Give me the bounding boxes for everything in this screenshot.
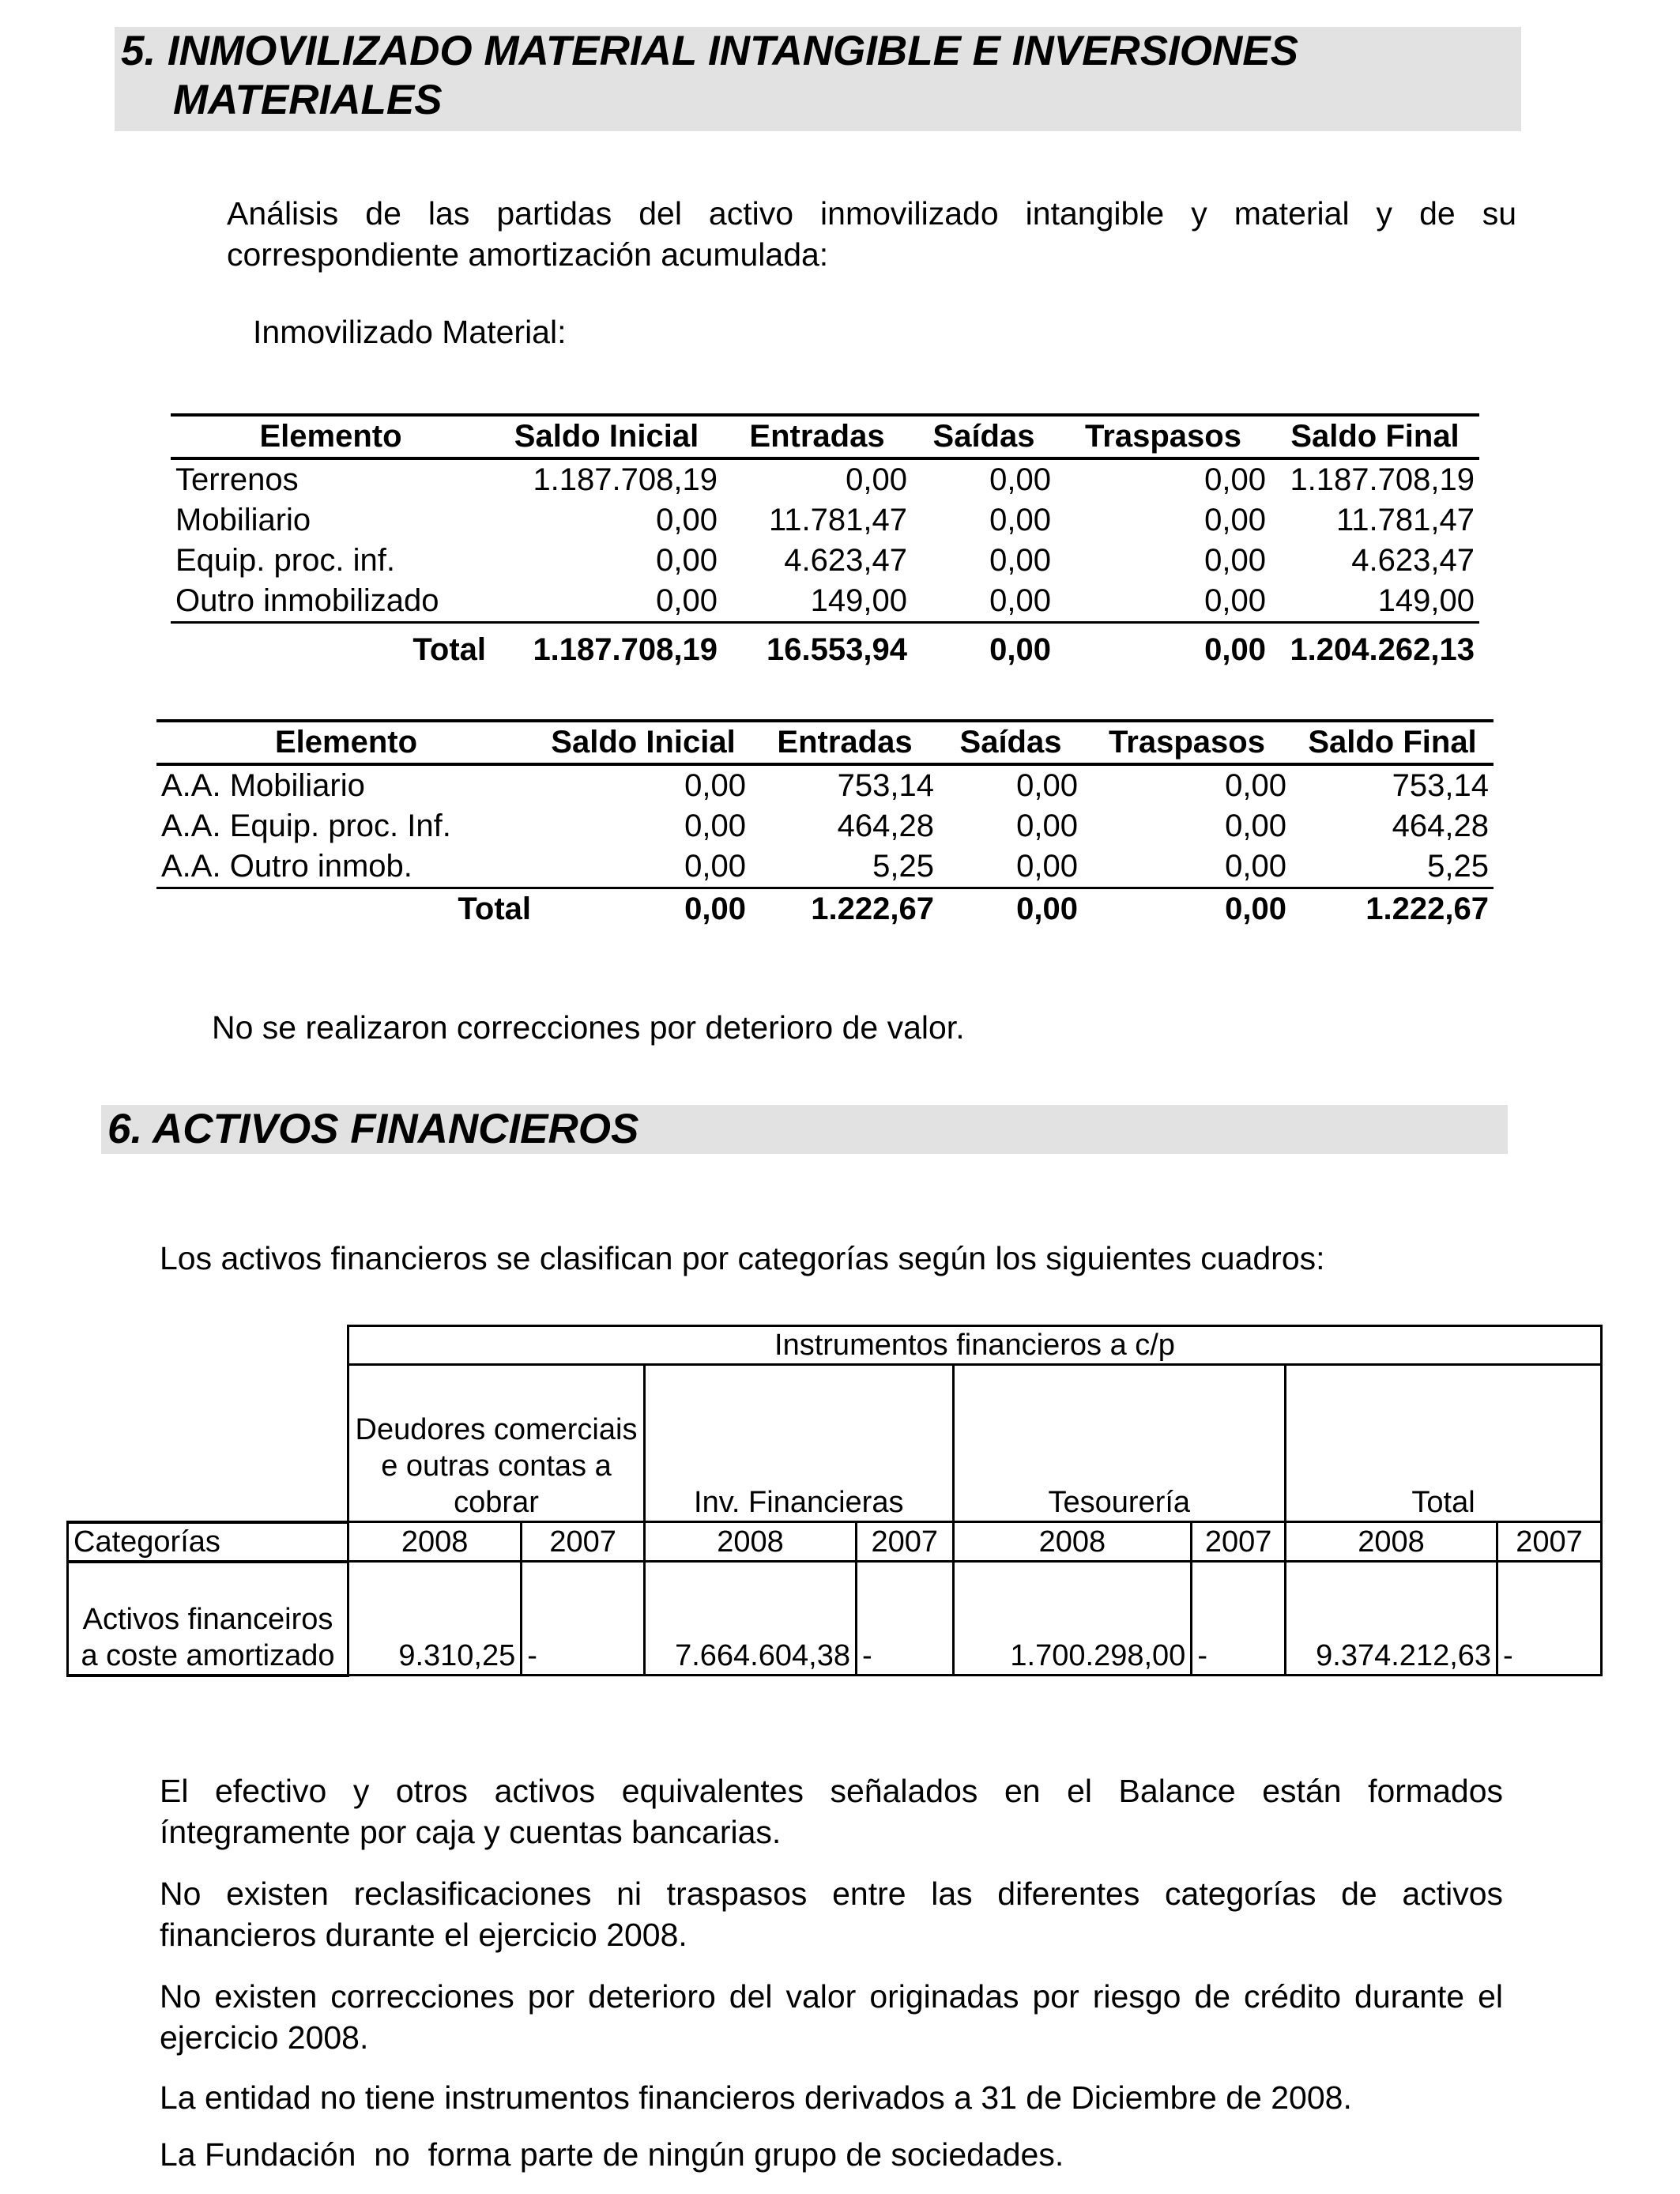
column-header: Saldo Final	[1271, 415, 1479, 458]
section-6-title: 6. ACTIVOS FINANCIEROS	[107, 1106, 639, 1152]
table-cell: 1.187.708,19	[533, 632, 718, 667]
table-cell: 1.204.262,13	[1290, 632, 1475, 667]
table-cell: 4.623,47	[784, 543, 907, 578]
table-row	[171, 500, 1479, 541]
table-cell: Outro inmobilizado	[175, 583, 439, 618]
table-cell: -	[856, 1562, 953, 1676]
column-header: Total	[1286, 1365, 1602, 1522]
table-cell: 149,00	[1377, 583, 1475, 618]
section-5-heading	[115, 27, 1521, 131]
table-cell: 1.222,67	[811, 892, 934, 926]
table-cell: Terrenos	[175, 462, 299, 497]
year-cell: 2007	[1497, 1522, 1602, 1562]
table-cell: 0,00	[1225, 809, 1286, 843]
column-header: Entradas	[751, 721, 939, 764]
table-cell: 1.187.708,19	[533, 462, 718, 497]
table-cell: -	[1192, 1562, 1286, 1676]
year-cell: 2008	[1286, 1522, 1497, 1562]
table-cell: 7.664.604,38	[645, 1562, 857, 1676]
year-cell: 2007	[522, 1522, 645, 1562]
table-cell: 5,25	[1427, 849, 1489, 884]
table-cell: 0,00	[846, 462, 907, 497]
section-5-title-line1: 5. INMOVILIZADO MATERIAL INTANGIBLE E INVERSIONES	[121, 28, 1298, 74]
activos-financieros-table	[66, 1325, 1603, 1677]
table-cell: 0,00	[989, 583, 1051, 618]
year-row	[68, 1522, 1602, 1562]
amortizacion-acumulada-table	[156, 719, 1494, 929]
table-cell: 464,28	[837, 809, 934, 843]
table-cell: 1.222,67	[1365, 892, 1489, 926]
table-cell: 0,00	[1225, 768, 1286, 803]
table-cell: 11.781,47	[769, 503, 907, 537]
table-row	[156, 764, 1494, 806]
table-cell: 0,00	[1204, 583, 1266, 618]
column-header: Saídas	[939, 721, 1083, 764]
year-cell: 2008	[953, 1522, 1192, 1562]
table-cell: 0,00	[1016, 892, 1078, 926]
column-header: Elemento	[171, 415, 491, 458]
table-cell: 0,00	[1204, 632, 1266, 667]
table-cell: 0,00	[1225, 892, 1286, 926]
row-label: Activos financeiros a coste amortizado	[68, 1562, 348, 1676]
year-cell: 2008	[645, 1522, 857, 1562]
table-cell: 0,00	[989, 462, 1051, 497]
table-cell: 0,00	[1016, 849, 1078, 884]
table-cell: 0,00	[656, 503, 718, 537]
table-cell: A.A. Equip. proc. Inf.	[161, 809, 451, 843]
table-cell: 1.700.298,00	[953, 1562, 1192, 1676]
table-cell: 0,00	[989, 543, 1051, 578]
column-header: Inv. Financieras	[645, 1365, 954, 1522]
paragraph-deterioro-credito: No existen correcciones por deterioro del valor originadas por riesgo de crédito durante el ejercicio 2008.	[160, 1978, 1503, 2056]
table-cell: 0,00	[684, 768, 746, 803]
table-cell: 0,00	[684, 849, 746, 884]
year-cell: 2007	[1192, 1522, 1286, 1562]
column-header-row	[68, 1365, 1602, 1522]
table-cell: 0,00	[1204, 503, 1266, 537]
paragraph-derivados: La entidad no tiene instrumentos financieros derivados a 31 de Diciembre de 2008.	[160, 2079, 1352, 2116]
table-cell: A.A. Outro inmob.	[161, 849, 412, 884]
column-header: Deudores comerciais e outras contas a cobrar	[348, 1365, 645, 1522]
section-5-title-line2: MATERIALES	[173, 77, 443, 123]
group-header-row	[68, 1326, 1602, 1365]
deterioro-note: No se realizaron correcciones por deterioro de valor.	[212, 1009, 965, 1046]
table-header-row	[171, 415, 1479, 458]
table-cell: 9.374.212,63	[1286, 1562, 1497, 1676]
table-cell: 464,28	[1392, 809, 1489, 843]
section-6-heading	[101, 1105, 1508, 1154]
table-cell: 9.310,25	[348, 1562, 522, 1676]
column-header: Saldo Inicial	[536, 721, 751, 764]
table-cell: 0,00	[989, 503, 1051, 537]
table-row	[156, 806, 1494, 846]
table-total-row	[156, 888, 1494, 930]
column-header: Saídas	[912, 415, 1056, 458]
table-cell: 0,00	[1225, 849, 1286, 884]
table-cell: 0,00	[989, 632, 1051, 667]
paragraph-reclasificaciones: No existen reclasificaciones ni traspasos entre las diferentes categorías de activos financieros durante el ejercicio 2008.	[160, 1875, 1503, 1953]
table-cell: -	[1497, 1562, 1602, 1676]
table-cell: 753,14	[837, 768, 934, 803]
table-cell: 0,00	[656, 583, 718, 618]
year-cell: 2007	[856, 1522, 953, 1562]
table-row	[68, 1562, 1602, 1676]
table-cell: 0,00	[684, 892, 746, 926]
table-row	[171, 458, 1479, 500]
column-header: Traspasos	[1083, 721, 1291, 764]
table-cell: 0,00	[1016, 768, 1078, 803]
table-cell: 149,00	[810, 583, 907, 618]
column-header: Saldo Inicial	[491, 415, 722, 458]
table-row	[156, 846, 1494, 888]
section-6-intro: Los activos financieros se clasifican por categorías según los siguientes cuadros:	[160, 1240, 1325, 1276]
table-cell: A.A. Mobiliario	[161, 768, 365, 803]
table-total-row	[171, 623, 1479, 671]
column-header: Elemento	[156, 721, 536, 764]
paragraph-efectivo: El efectivo y otros activos equivalentes señalados en el Balance están formados íntegramente por caja y cuentas bancarias.	[160, 1773, 1503, 1850]
total-label: Total	[412, 632, 486, 667]
table-cell: 11.781,47	[1336, 503, 1475, 537]
table-header-row	[156, 721, 1494, 764]
table-cell: Equip. proc. inf.	[175, 543, 395, 578]
table-cell: 0,00	[1016, 809, 1078, 843]
column-header: Saldo Final	[1291, 721, 1494, 764]
table-cell: 753,14	[1392, 768, 1489, 803]
table-cell: Mobiliario	[175, 503, 311, 537]
table-cell: 0,00	[684, 809, 746, 843]
table-row	[171, 541, 1479, 581]
row-header: Categorías	[68, 1522, 348, 1562]
column-header: Tesourería	[953, 1365, 1286, 1522]
table-cell: 0,00	[1204, 543, 1266, 578]
table-cell: 16.553,94	[767, 632, 907, 667]
table-cell: 0,00	[656, 543, 718, 578]
table-cell: 5,25	[872, 849, 934, 884]
table-cell: 0,00	[1204, 462, 1266, 497]
table-cell: -	[522, 1562, 645, 1676]
section-5-intro: Análisis de las partidas del activo inmovilizado intangible y material y de su correspondiente amortización acumulada:	[227, 195, 1516, 273]
table-cell: 4.623,47	[1351, 543, 1475, 578]
year-cell: 2008	[348, 1522, 522, 1562]
table-row	[171, 581, 1479, 623]
group-header: Instrumentos financieros a c/p	[348, 1326, 1602, 1365]
inmovilizado-material-table	[171, 413, 1479, 670]
section-5-subheading: Inmovilizado Material:	[253, 314, 567, 350]
column-header: Entradas	[722, 415, 912, 458]
table-cell: 1.187.708,19	[1290, 462, 1475, 497]
total-label: Total	[458, 892, 531, 926]
column-header: Traspasos	[1056, 415, 1271, 458]
paragraph-grupo-sociedades: La Fundación no forma parte de ningún grupo de sociedades.	[160, 2136, 1064, 2173]
